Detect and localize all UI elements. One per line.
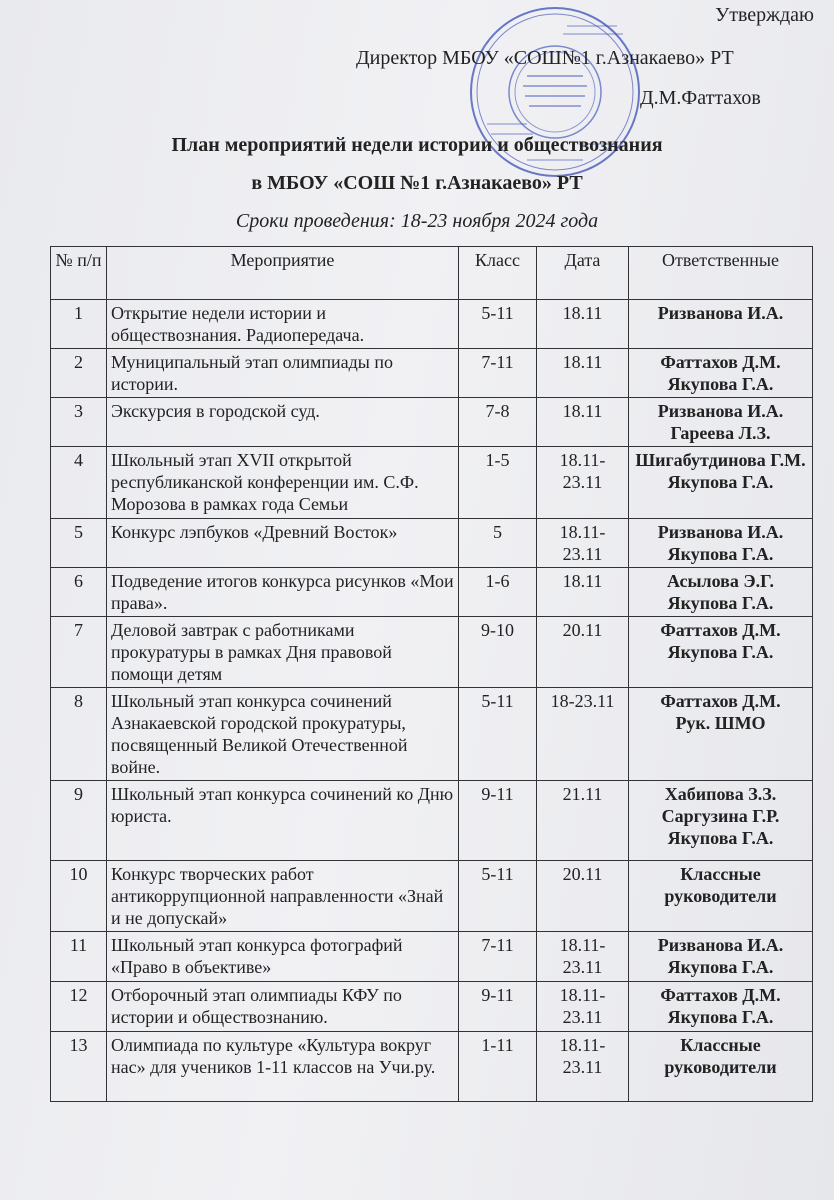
row-class: 9-10 <box>459 617 537 688</box>
row-class: 5-11 <box>459 861 537 932</box>
row-class: 9-11 <box>459 982 537 1032</box>
responsible-person: Фаттахов Д.М. <box>660 620 781 640</box>
row-responsible <box>629 447 813 519</box>
row-responsible <box>629 519 813 568</box>
header-num: № п/п <box>51 247 107 300</box>
row-date: 18.11 <box>537 398 629 447</box>
row-class: 1-5 <box>459 447 537 519</box>
row-date: 21.11 <box>537 781 629 861</box>
row-date: 18.11-23.11 <box>537 1032 629 1102</box>
row-event: Школьный этап конкурса сочинений Азнакаевской городской прокуратуры, посвященный Великой Отечественной войне. <box>107 688 459 781</box>
row-date: 18.11-23.11 <box>537 519 629 568</box>
responsible-person: Саргузина Г.Р. <box>661 806 780 826</box>
row-responsible <box>629 1032 813 1102</box>
row-date: 18.11 <box>537 568 629 617</box>
row-class: 7-11 <box>459 932 537 982</box>
responsible-person: Ризванова И.А. <box>657 935 784 955</box>
row-class: 5-11 <box>459 688 537 781</box>
row-event: Муниципальный этап олимпиады по истории. <box>107 349 459 398</box>
responsible-person: Фаттахов Д.М. <box>660 985 781 1005</box>
responsible-person: Якупова Г.А. <box>667 642 774 662</box>
table-row <box>51 349 813 398</box>
row-number: 5 <box>51 519 107 568</box>
row-number: 11 <box>51 932 107 982</box>
row-date: 18.11-23.11 <box>537 447 629 519</box>
row-date: 18.11-23.11 <box>537 932 629 982</box>
table-row <box>51 1032 813 1102</box>
approve-label: Утверждаю <box>715 4 814 26</box>
row-event: Подведение итогов конкурса рисунков «Мои права». <box>107 568 459 617</box>
row-responsible <box>629 398 813 447</box>
row-number: 1 <box>51 300 107 349</box>
responsible-person: Фаттахов Д.М. <box>660 691 781 711</box>
row-date: 18.11 <box>537 300 629 349</box>
header-responsible: Ответственные <box>629 247 813 300</box>
row-event: Открытие недели истории и обществознания. Радиопередача. <box>107 300 459 349</box>
responsible-person: Ризванова И.А. <box>657 522 784 542</box>
signer-name: Д.М.Фаттахов <box>640 87 761 109</box>
row-date: 20.11 <box>537 617 629 688</box>
row-event: Конкурс лэпбуков «Древний Восток» <box>107 519 459 568</box>
row-event: Экскурсия в городской суд. <box>107 398 459 447</box>
row-number: 3 <box>51 398 107 447</box>
responsible-person: Хабипова З.З. <box>664 784 777 804</box>
responsible-person: Ризванова И.А. <box>657 401 784 421</box>
row-event: Школьный этап конкурса сочинений ко Дню юриста. <box>107 781 459 861</box>
table-row <box>51 982 813 1032</box>
header-date: Дата <box>537 247 629 300</box>
table-row <box>51 861 813 932</box>
director-line: Директор МБОУ «СОШ№1 г.Азнакаево» РТ <box>356 47 734 69</box>
row-number: 2 <box>51 349 107 398</box>
responsible-person: Якупова Г.А. <box>667 472 774 492</box>
row-date: 18.11-23.11 <box>537 982 629 1032</box>
responsible-person: Якупова Г.А. <box>667 593 774 613</box>
row-responsible <box>629 568 813 617</box>
responsible-person: Классные руководители <box>664 864 777 906</box>
row-date: 18-23.11 <box>537 688 629 781</box>
row-date: 18.11 <box>537 349 629 398</box>
responsible-person: Якупова Г.А. <box>667 374 774 394</box>
row-number: 10 <box>51 861 107 932</box>
row-responsible <box>629 861 813 932</box>
responsible-person: Якупова Г.А. <box>667 828 774 848</box>
table-row <box>51 688 813 781</box>
table-row <box>51 519 813 568</box>
document-subtitle: в МБОУ «СОШ №1 г.Азнакаево» РТ <box>251 172 583 194</box>
header-class: Класс <box>459 247 537 300</box>
row-number: 13 <box>51 1032 107 1102</box>
row-responsible <box>629 617 813 688</box>
row-number: 4 <box>51 447 107 519</box>
row-event: Олимпиада по культуре «Культура вокруг нас» для учеников 1-11 классов на Учи.ру. <box>107 1032 459 1102</box>
responsible-person: Якупова Г.А. <box>667 957 774 977</box>
responsible-person: Гареева Л.З. <box>670 423 771 443</box>
table-row <box>51 568 813 617</box>
responsible-person: Шигабутдинова Г.М. <box>635 450 806 470</box>
row-number: 8 <box>51 688 107 781</box>
row-event: Отборочный этап олимпиады КФУ по истории и обществознанию. <box>107 982 459 1032</box>
row-class: 1-11 <box>459 1032 537 1102</box>
row-responsible <box>629 932 813 982</box>
row-number: 7 <box>51 617 107 688</box>
table-row <box>51 781 813 861</box>
responsible-person: Фаттахов Д.М. <box>660 352 781 372</box>
event-dates: Сроки проведения: 18-23 ноября 2024 года <box>235 210 599 232</box>
responsible-person: Асылова Э.Г. <box>666 571 775 591</box>
row-class: 5-11 <box>459 300 537 349</box>
row-date: 20.11 <box>537 861 629 932</box>
table-header-row <box>51 247 813 300</box>
row-class: 7-11 <box>459 349 537 398</box>
responsible-person: Ризванова И.А. <box>657 303 784 323</box>
responsible-person: Якупова Г.А. <box>667 544 774 564</box>
row-number: 6 <box>51 568 107 617</box>
row-event: Конкурс творческих работ антикоррупционной направленности «Знай и не допускай» <box>107 861 459 932</box>
responsible-person: Рук. ШМО <box>675 713 766 733</box>
responsible-person: Классные руководители <box>664 1035 777 1077</box>
row-number: 9 <box>51 781 107 861</box>
table-row <box>51 398 813 447</box>
row-number: 12 <box>51 982 107 1032</box>
row-class: 9-11 <box>459 781 537 861</box>
row-event: Школьный этап конкурса фотографий «Право в объективе» <box>107 932 459 982</box>
row-responsible <box>629 781 813 861</box>
row-class: 7-8 <box>459 398 537 447</box>
row-responsible <box>629 349 813 398</box>
responsible-person: Якупова Г.А. <box>667 1007 774 1027</box>
table-row <box>51 617 813 688</box>
row-responsible <box>629 982 813 1032</box>
table-row <box>51 447 813 519</box>
header-event: Мероприятие <box>107 247 459 300</box>
row-responsible <box>629 688 813 781</box>
row-class: 5 <box>459 519 537 568</box>
events-table <box>50 246 813 1102</box>
table-row <box>51 300 813 349</box>
row-responsible <box>629 300 813 349</box>
document-title: План мероприятий недели истории и обществознания <box>171 134 663 156</box>
row-class: 1-6 <box>459 568 537 617</box>
row-event: Деловой завтрак с работниками прокуратуры в рамках Дня правовой помощи детям <box>107 617 459 688</box>
table-row <box>51 932 813 982</box>
row-event: Школьный этап XVII открытой республиканской конференции им. С.Ф. Морозова в рамках года Семьи <box>107 447 459 519</box>
